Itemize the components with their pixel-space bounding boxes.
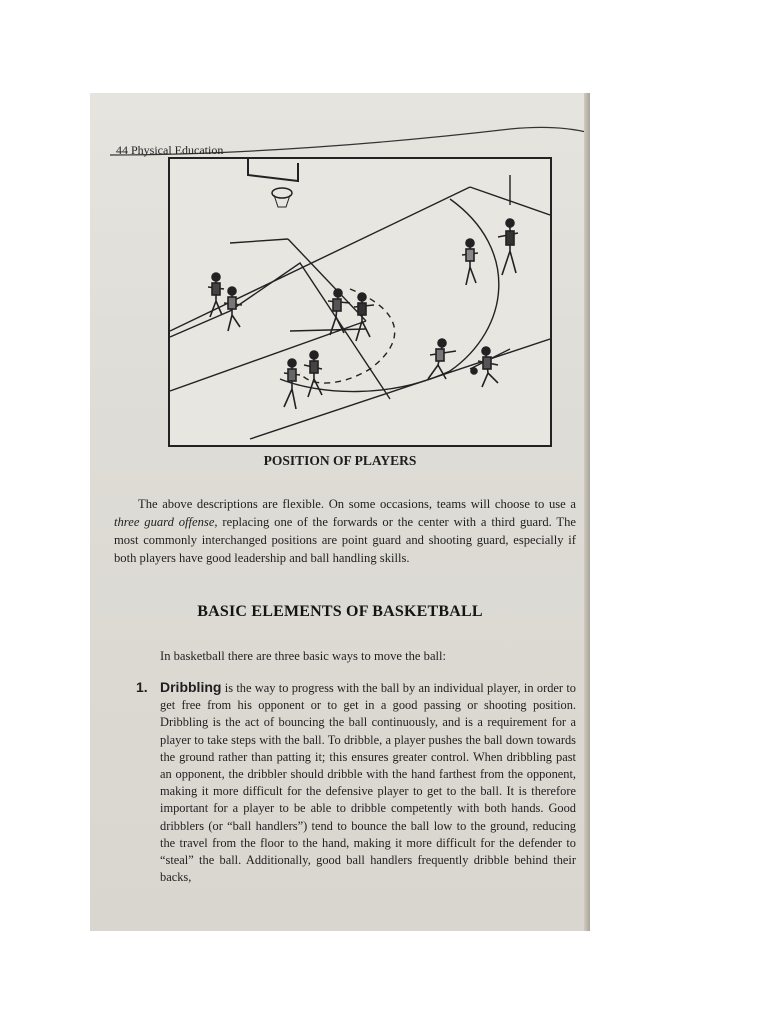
paragraph-text-2: , replacing one of the forwards or the center with a third guard. The most commonly interchanged positions are point guard and shooting guard, especially if both players have good leadership and ball handling skills. — [114, 515, 576, 565]
basketball-court-figure — [168, 157, 552, 447]
paragraph-emphasis: three guard offense — [114, 515, 215, 529]
running-header: 44 Physical Education — [116, 143, 224, 157]
player-figures — [208, 219, 518, 409]
player-icon — [304, 351, 322, 397]
list-text: is the way to progress with the ball by an individual player, in order to get free from his opponent or to get in a good passing or shooting position. Dribbling is the act of bouncing the ball continuously, and is a requirement for a player to take steps with the ball. To dribble, a player pushes the ball down towards the ground rather than patting it; this ensures greater control. When dribbling past an opponent, the dribbler should dribble with the hand farthest from the opponent, making it more difficult for the defensive player to get to the ball. It is therefore important for a player to be able to dribble competently with both hands. Good dribblers (or “ball handlers”) tend to bounce the ball low to the ground, reducing the travel from the floor to the hand, making it more difficult for the defender to “steal” the ball. Additionally, good ball handlers frequently dribble behind their backs, — [160, 681, 576, 885]
list-number: 1. — [136, 679, 148, 695]
list-term: Dribbling — [160, 679, 222, 695]
player-icon — [428, 339, 456, 379]
court-illustration — [170, 159, 550, 445]
page-edge — [584, 93, 590, 931]
figure-caption: POSITION OF PLAYERS — [263, 453, 417, 468]
player-icon — [224, 287, 242, 331]
backboard-hoop-icon — [248, 159, 298, 207]
paragraph-text-1: The above descriptions are flexible. On some occasions, teams will choose to use a — [138, 497, 576, 511]
section-heading: BASIC ELEMENTS OF BASKETBALL — [197, 603, 483, 620]
player-icon — [462, 239, 478, 285]
body-paragraph — [114, 495, 576, 567]
list-item — [136, 679, 576, 886]
book-page — [90, 93, 590, 931]
intro-line: In basketball there are three basic ways to move the ball: — [160, 649, 447, 663]
player-icon — [498, 219, 518, 275]
player-icon — [208, 273, 224, 317]
player-icon — [284, 359, 300, 409]
